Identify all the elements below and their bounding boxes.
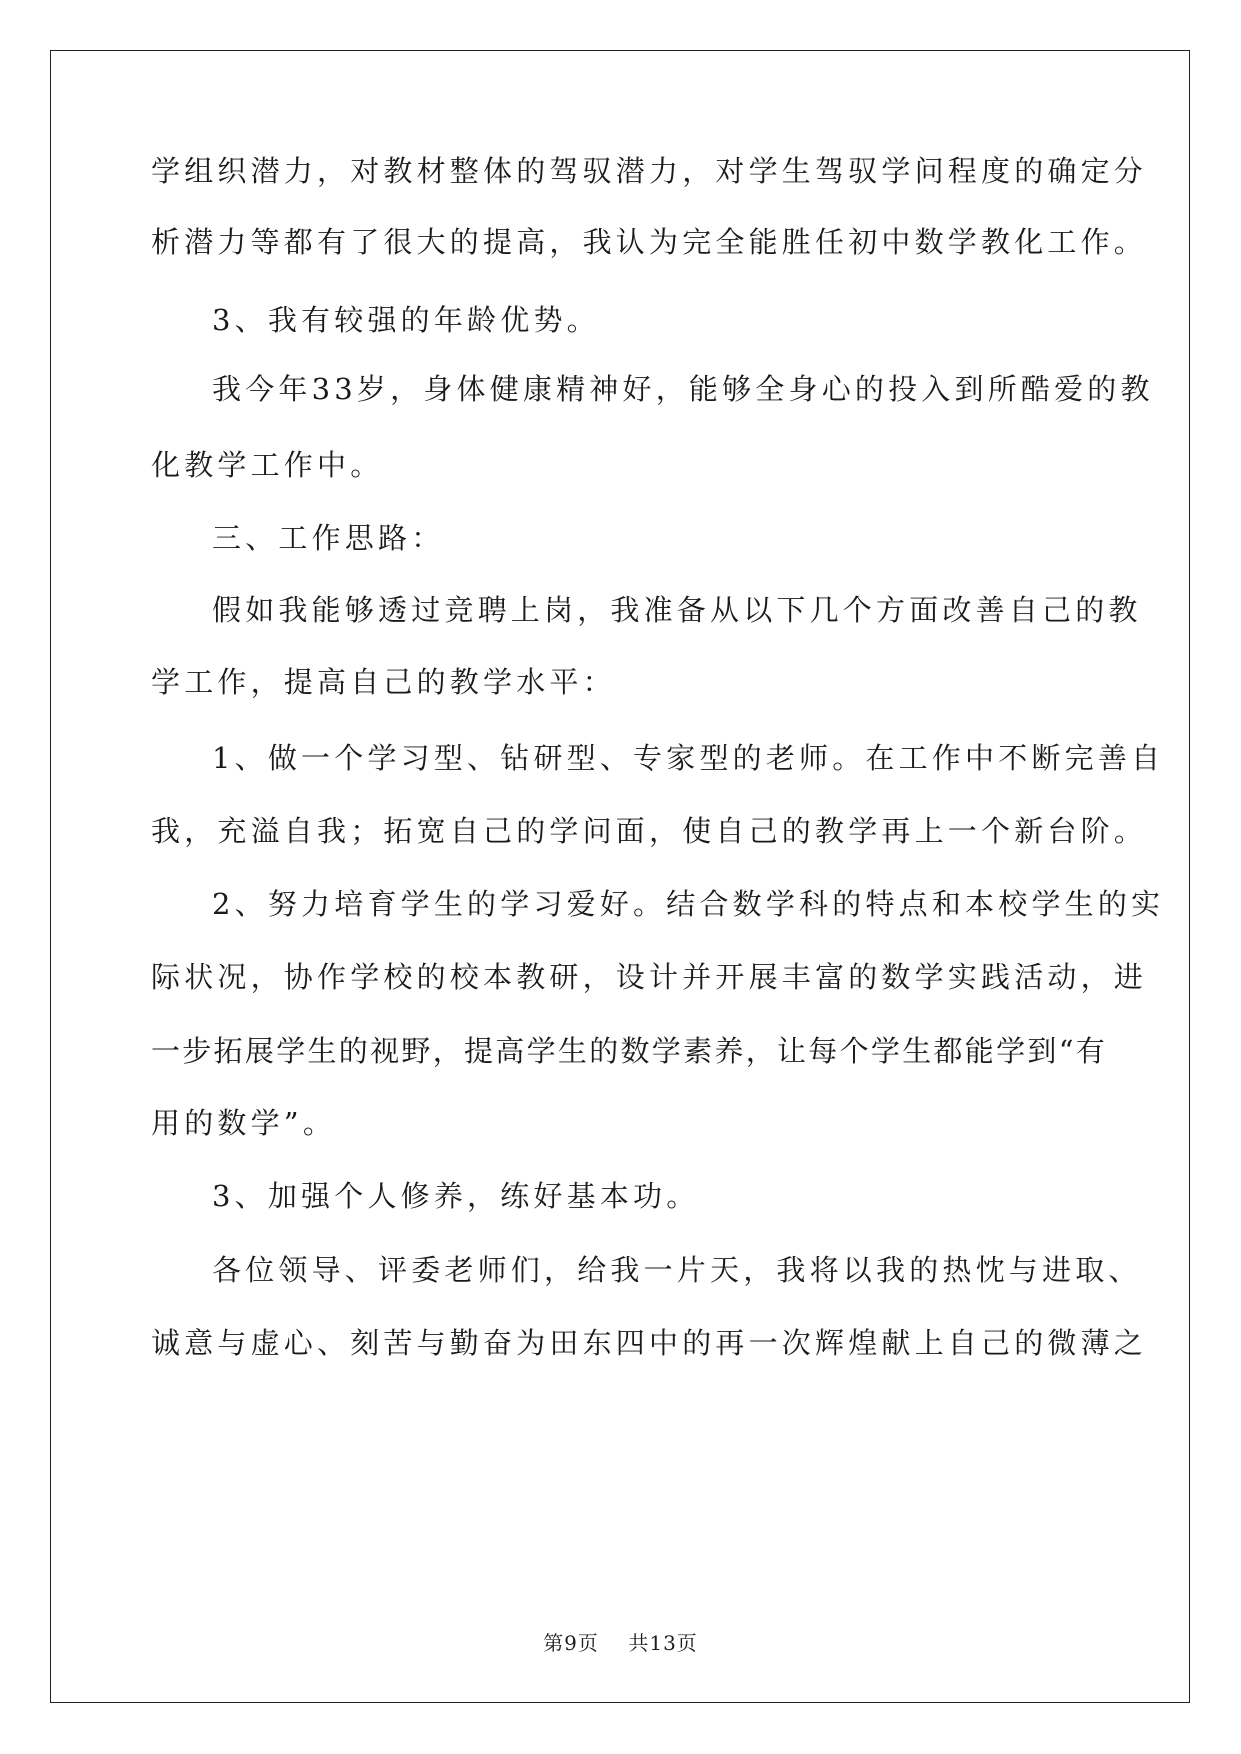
- text-line: 用的数学”。: [151, 1106, 337, 1140]
- text-line: 我今年33岁，身体健康精神好，能够全身心的投入到所酷爱的教: [212, 372, 1154, 406]
- text-line: 我，充溢自我；拓宽自己的学问面，使自己的教学再上一个新台阶。: [151, 814, 1148, 848]
- text-line: 3、加强个人修养，练好基本功。: [212, 1179, 700, 1213]
- text-line: 化教学工作中。: [151, 448, 384, 482]
- text-line: 1、做一个学习型、钻研型、专家型的老师。在工作中不断完善自: [212, 741, 1165, 775]
- text-line: 际状况，协作学校的校本教研，设计并开展丰富的数学实践活动，进: [151, 960, 1148, 994]
- page-footer: [0, 1627, 1241, 1656]
- text-line: 3、我有较强的年龄优势。: [212, 303, 600, 337]
- page-number: 第9页: [543, 1631, 599, 1655]
- text-line: 各位领导、评委老师们，给我一片天，我将以我的热忱与进取、: [212, 1253, 1142, 1287]
- text-line: 2、努力培育学生的学习爱好。结合数学科的特点和本校学生的实: [212, 887, 1165, 921]
- page-total: 共13页: [628, 1631, 698, 1655]
- text-line: 一步拓展学生的视野，提高学生的数学素养，让每个学生都能学到“有: [151, 1034, 1108, 1068]
- text-line: 诚意与虚心、刻苦与勤奋为田东四中的再一次辉煌献上自己的微薄之: [151, 1326, 1148, 1360]
- page-border: [50, 50, 1190, 1703]
- text-line: 学工作，提高自己的教学水平：: [151, 665, 616, 699]
- text-line: 学组织潜力，对教材整体的驾驭潜力，对学生驾驭学问程度的确定分: [151, 154, 1148, 188]
- text-line: 三、工作思路：: [212, 521, 445, 555]
- text-line: 析潜力等都有了很大的提高，我认为完全能胜任初中数学教化工作。: [151, 225, 1148, 259]
- text-line: 假如我能够透过竞聘上岗，我准备从以下几个方面改善自己的教: [212, 593, 1142, 627]
